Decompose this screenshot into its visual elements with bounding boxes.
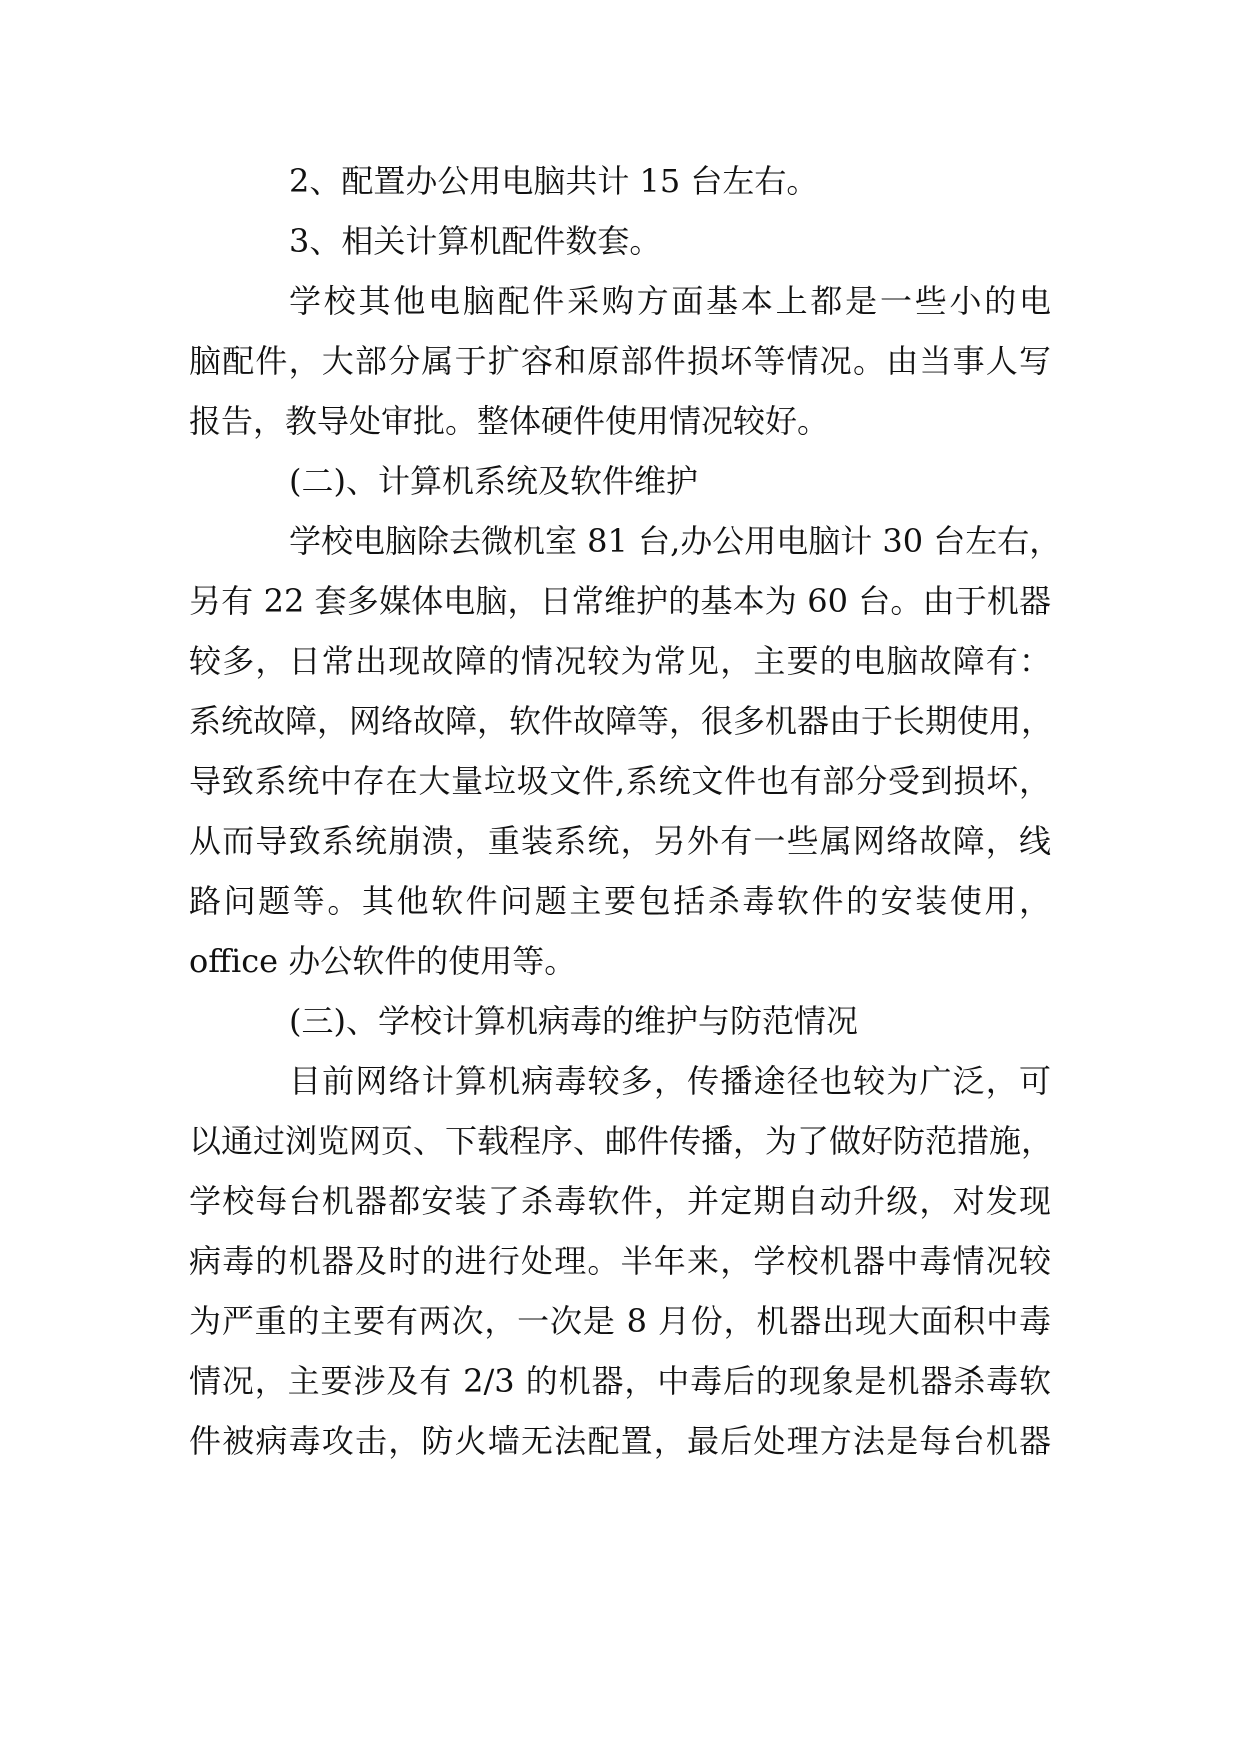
text-line: 学校每台机器都安装了杀毒软件，并定期自动升级，对发现: [189, 1182, 1051, 1220]
text-line: 2、配置办公用电脑共计 15 台左右。: [289, 162, 819, 200]
text-line: 从而导致系统崩溃，重装系统，另外有一些属网络故障，线: [189, 822, 1051, 860]
text-line: 病毒的机器及时的进行处理。半年来，学校机器中毒情况较: [189, 1242, 1051, 1280]
text-line: 导致系统中存在大量垃圾文件,系统文件也有部分受到损坏，: [189, 762, 1051, 800]
text-line: 学校电脑除去微机室 81 台,办公用电脑计 30 台左右，: [289, 522, 1062, 560]
text-line: 学校其他电脑配件采购方面基本上都是一些小的电: [289, 282, 1051, 320]
text-line: 系统故障，网络故障，软件故障等，很多机器由于长期使用，: [189, 702, 1054, 740]
text-line: 另有 22 套多媒体电脑，日常维护的基本为 60 台。由于机器: [189, 582, 1051, 620]
text-line: 报告，教导处审批。整体硬件使用情况较好。: [189, 402, 830, 440]
text-line: 以通过浏览网页、下载程序、邮件传播，为了做好防范措施，: [189, 1122, 1054, 1160]
text-line: 件被病毒攻击，防火墙无法配置，最后处理方法是每台机器: [189, 1422, 1051, 1460]
text-line: 为严重的主要有两次，一次是 8 月份，机器出现大面积中毒: [189, 1302, 1051, 1340]
text-line: (二)、计算机系统及软件维护: [289, 462, 698, 500]
text-line: 脑配件，大部分属于扩容和原部件损坏等情况。由当事人写: [189, 342, 1051, 380]
text-line: 情况，主要涉及有 2/3 的机器，中毒后的现象是机器杀毒软: [189, 1362, 1051, 1400]
text-line: 3、相关计算机配件数套。: [289, 222, 662, 260]
document-body: [189, 151, 1062, 1471]
text-line: office 办公软件的使用等。: [189, 942, 577, 980]
text-line: 目前网络计算机病毒较多，传播途径也较为广泛，可: [289, 1062, 1051, 1100]
text-line: 较多，日常出现故障的情况较为常见，主要的电脑故障有：: [189, 642, 1051, 680]
text-line: (三)、学校计算机病毒的维护与防范情况: [289, 1002, 858, 1040]
text-line: 路问题等。其他软件问题主要包括杀毒软件的安装使用，: [189, 882, 1051, 920]
